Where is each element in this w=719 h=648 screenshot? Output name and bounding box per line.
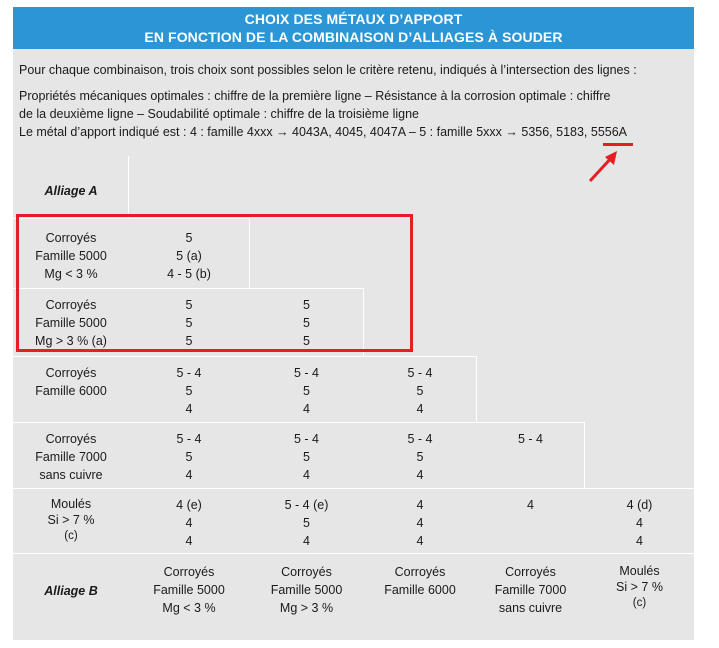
highlight-underline [603, 143, 633, 146]
row-label: Corroyés Famille 6000 [35, 366, 107, 398]
table-cell: 5 5 5 [303, 298, 310, 348]
header-title-line2: EN FONCTION DE LA COMBINAISON D’ALLIAGES À SOUDER [144, 29, 563, 45]
table-cell: 4 (d) 4 4 [626, 498, 653, 548]
row-label: Moulés Si > 7 % (c) [47, 497, 95, 542]
grid-line [13, 356, 476, 357]
table-cell: 5 - 4 5 4 [407, 366, 433, 416]
alliage-b-label: Alliage B [44, 584, 98, 598]
table-cell: 5 - 4 5 4 [176, 366, 202, 416]
grid-line [584, 422, 585, 488]
table-cell: 4 [527, 498, 534, 512]
table-cell: 5 - 4 5 4 [293, 432, 319, 482]
highlight-box [16, 214, 413, 352]
grid-line [13, 553, 694, 554]
table-cell: 5 5 (a) 4 - 5 (b) [167, 231, 211, 281]
table-cell: 5 5 5 [185, 298, 193, 348]
table-header [13, 7, 694, 49]
column-header: Corroyés Famille 7000 sans cuivre [494, 565, 567, 615]
highlight-arrow-icon [585, 148, 621, 186]
column-header: Corroyés Famille 5000 Mg < 3 % [153, 565, 225, 615]
table-cell: 5 - 4 (e) 5 4 [284, 498, 329, 548]
grid-line [476, 356, 477, 422]
grid-line [13, 488, 694, 489]
intro-paragraph-2a: Propriétés mécaniques optimales : chiffre de la première ligne – Résistance à la corrosion optimale : chiffre [19, 89, 611, 103]
row-label: Corroyés Famille 5000 Mg > 3 % (a) [35, 298, 107, 348]
column-header: Corroyés Famille 5000 Mg > 3 % [270, 565, 343, 615]
row-label: Corroyés Famille 5000 Mg < 3 % [35, 231, 107, 281]
table-cell: 4 (e) 4 4 [176, 498, 202, 548]
table-cell: 5 - 4 5 4 [293, 366, 319, 416]
row-label: Corroyés Famille 7000 sans cuivre [35, 432, 107, 482]
intro-paragraph-3: Le métal d’apport indiqué est : 4 : famille 4xxx → 4043A, 4045, 4047A – 5 : famille 5xxx → 5356, 5183, 5556A [19, 125, 628, 139]
table-cell: 5 - 4 5 4 [176, 432, 202, 482]
column-header: Corroyés Famille 6000 [384, 565, 456, 597]
table-cell: 4 4 4 [416, 498, 424, 548]
column-header: Moulés Si > 7 % (c) [616, 564, 663, 609]
alliage-a-label: Alliage A [44, 184, 98, 198]
grid-line [13, 422, 584, 423]
header-title-line1: CHOIX DES MÉTAUX D’APPORT [244, 11, 463, 27]
table-cell: 5 - 4 5 4 [407, 432, 433, 482]
table-cell: 5 - 4 [517, 432, 543, 446]
intro-paragraph-1: Pour chaque combinaison, trois choix sont possibles selon le critère retenu, indiqués à l’intersection des lignes : [19, 63, 637, 77]
intro-paragraph-2b: de la deuxième ligne – Soudabilité optimale : chiffre de la troisième ligne [19, 107, 420, 121]
